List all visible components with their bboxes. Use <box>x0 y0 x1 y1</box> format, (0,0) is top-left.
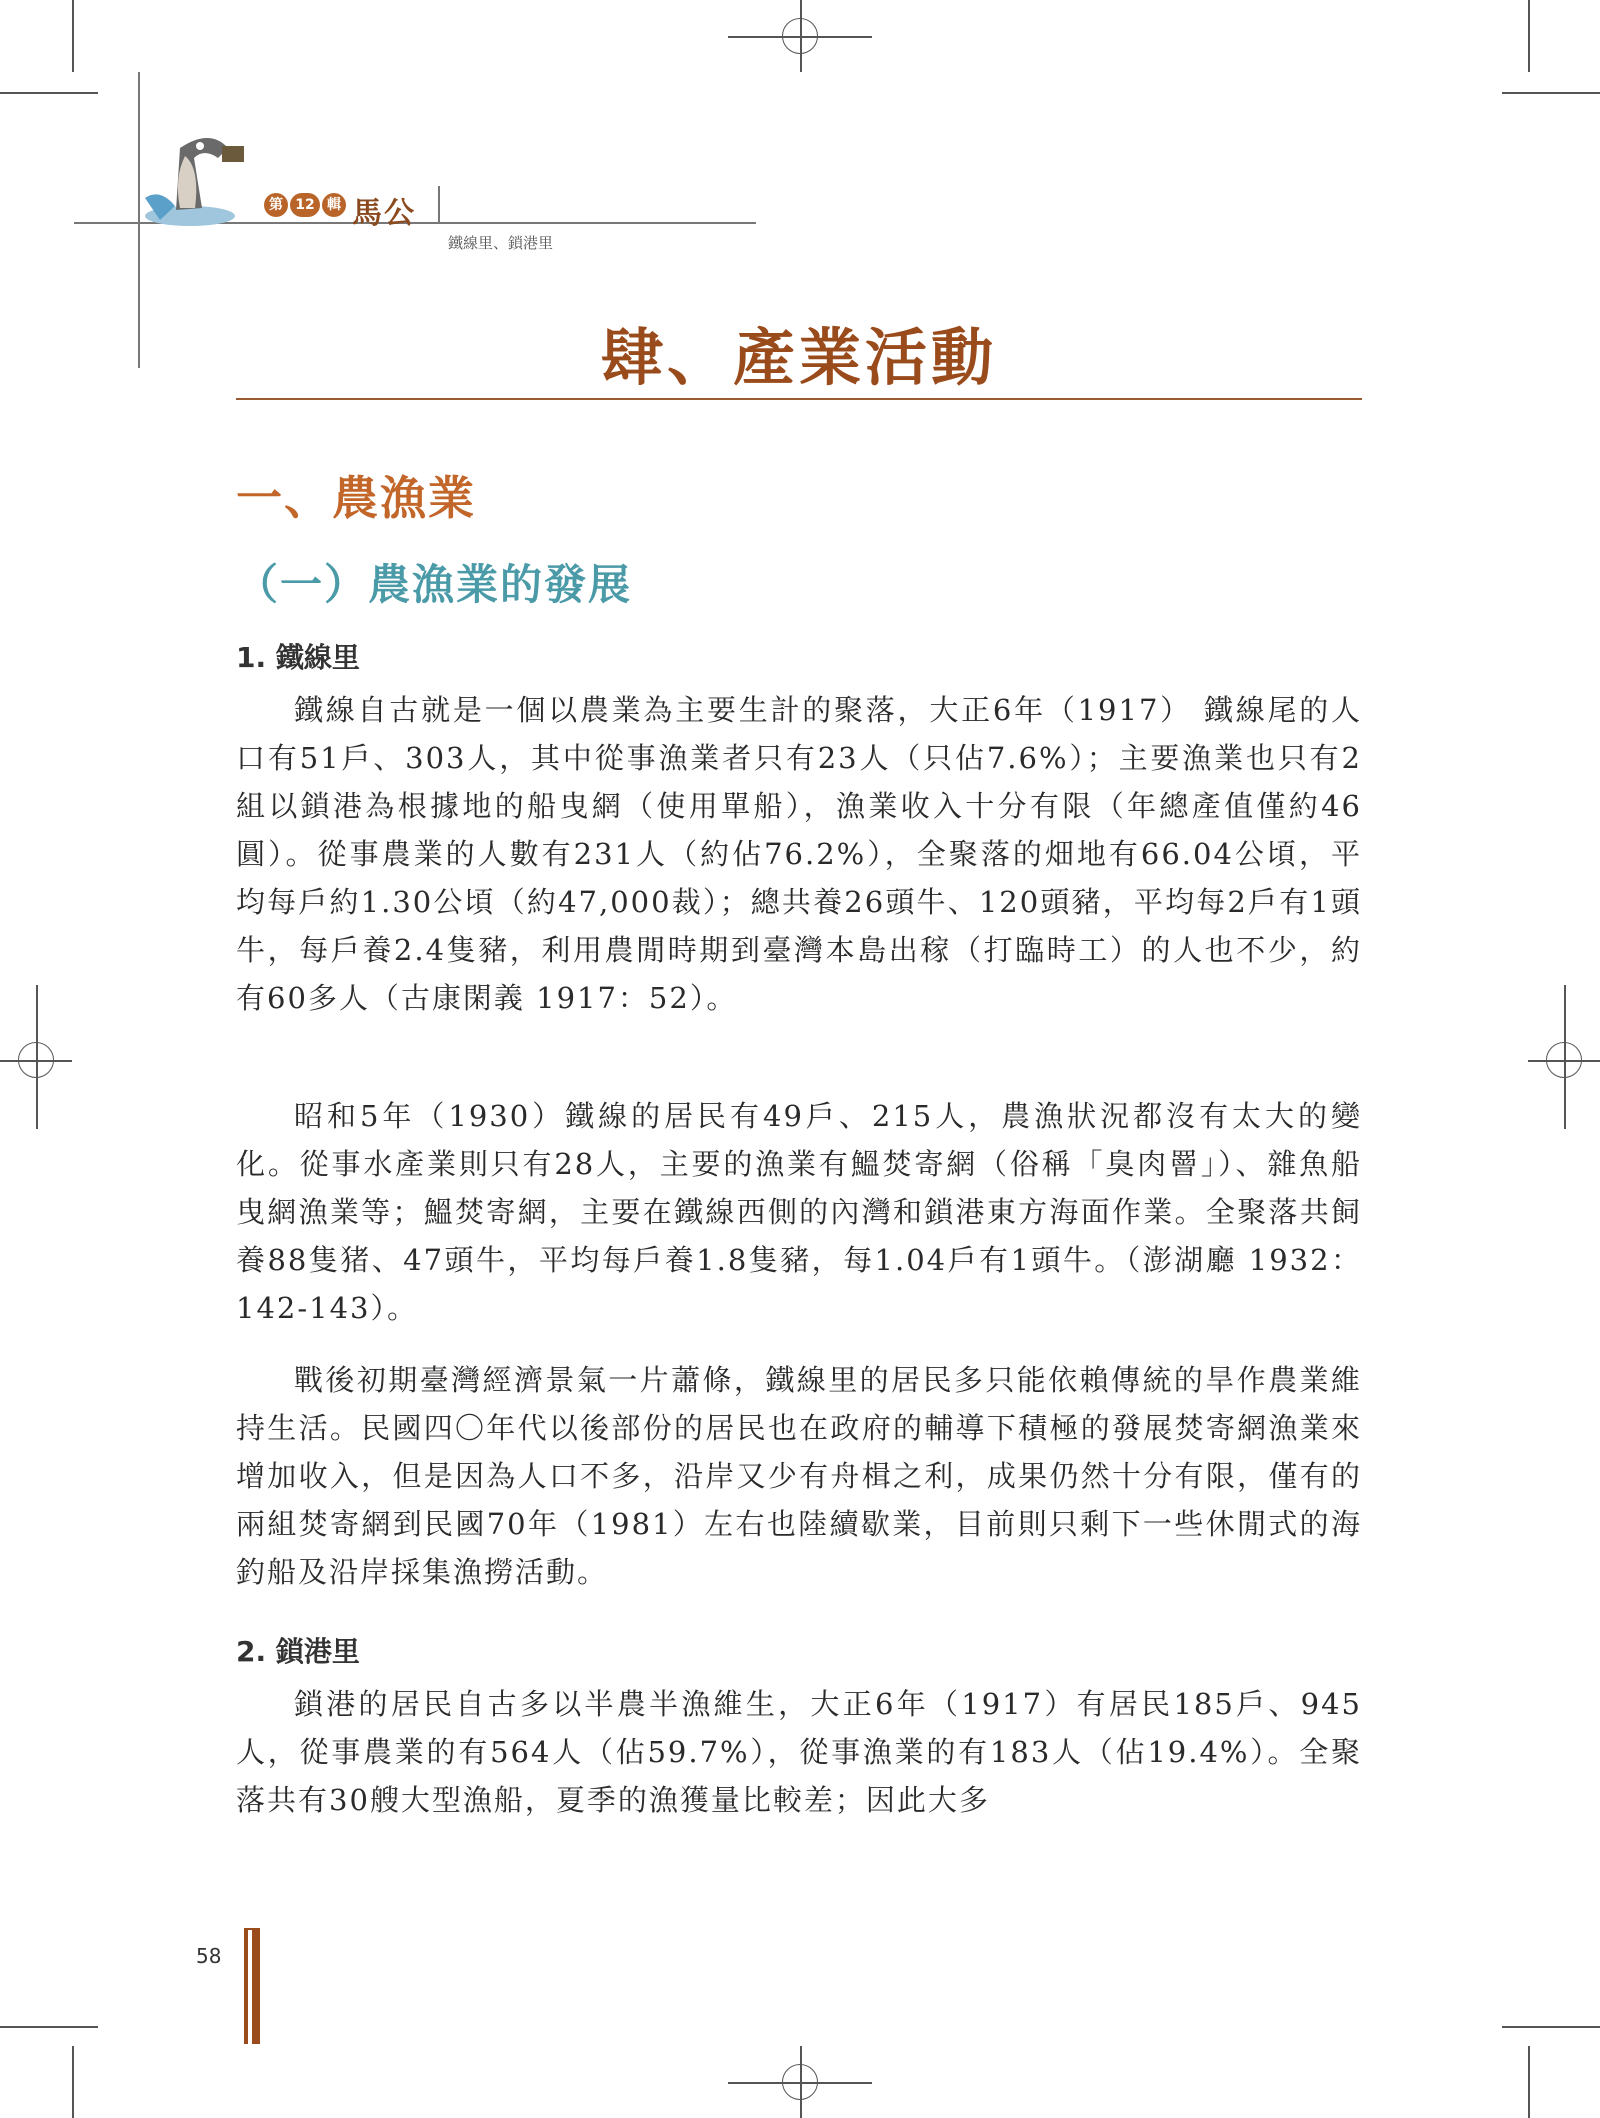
item-title: 1. 鐵線里 <box>236 641 360 674</box>
crop-mark <box>1528 2046 1530 2118</box>
paragraph: 鐵線自古就是一個以農業為主要生計的聚落，大正6年（1917） 鐵線尾的人口有51戶、303人，其中從事漁業者只有23人（只佔7.6%）；主要漁業也只有2組以鎖港為根據地的船曳網（使用單船），漁業收入十分有限（年總產值僅約46圓）。從事農業的人數有231人（約佔76.2%），全聚落的畑地有66.04公頃，平均每戶約1.30公頃（約47,000裁）；總共養26頭牛、120頭豬，平均每2戶有1頭牛，每戶養2.4隻豬，利用農閒時期到臺灣本島出稼（打臨時工）的人也不少，約有60多人（古康閑義 1917：52）。 <box>236 693 1362 1015</box>
crop-mark <box>72 2046 74 2118</box>
chapter-title: 肆、產業活動 <box>600 321 997 394</box>
header-divider <box>438 186 440 222</box>
item-title: 2. 鎖港里 <box>236 1635 360 1668</box>
crop-mark <box>0 2026 98 2028</box>
registration-mark-top-v <box>800 0 802 72</box>
crop-mark <box>1502 2026 1600 2028</box>
crop-mark <box>72 0 74 72</box>
crop-mark <box>1528 0 1530 72</box>
volume-badge <box>264 193 346 217</box>
volume-name: 馬公 <box>352 196 416 231</box>
registration-mark-left-v <box>36 985 38 1129</box>
section-heading: 一、農漁業 <box>236 471 476 525</box>
registration-mark-right-v <box>1564 985 1566 1129</box>
registration-mark-bottom-v <box>800 2046 802 2118</box>
header-subtitle: 鐵線里、鎖港里 <box>448 234 554 252</box>
section-subheading: （一）農漁業的發展 <box>236 560 633 609</box>
volume-badge-prefix: 第 <box>264 193 288 217</box>
mascot-logo-icon <box>140 128 255 228</box>
crop-mark <box>0 92 98 94</box>
paragraph: 昭和5年（1930）鐵線的居民有49戶、215人，農漁狀況都沒有太大的變化。從事水產業則只有28人，主要的漁業有鰮焚寄網（俗稱「臭肉罾」）、雜魚船曳網漁業等；鰮焚寄網，主要在鐵線西側的內灣和鎖港東方海面作業。全聚落共飼養88隻猪、47頭牛，平均每戶養1.8隻豬，每1.04戶有1頭牛。（澎湖廳 1932：142-143）。 <box>236 1099 1362 1325</box>
paragraph: 戰後初期臺灣經濟景氣一片蕭條，鐵線里的居民多只能依賴傳統的旱作農業維持生活。民國四〇年代以後部份的居民也在政府的輔導下積極的發展焚寄網漁業來增加收入，但是因為人口不多，沿岸又少有舟楫之利，成果仍然十分有限，僅有的兩組焚寄網到民國70年（1981）左右也陸續歇業，目前則只剩下一些休閒式的海釣船及沿岸採集漁撈活動。 <box>236 1363 1362 1589</box>
page-bar <box>244 1928 248 2044</box>
page-number: 58 <box>196 1944 222 1968</box>
volume-badge-number: 12 <box>290 193 320 217</box>
page-bar <box>252 1928 260 2044</box>
volume-badge-suffix: 輯 <box>322 193 346 217</box>
chapter-title-rule <box>236 398 1362 400</box>
crop-mark <box>1502 92 1600 94</box>
paragraph: 鎖港的居民自古多以半農半漁維生，大正6年（1917）有居民185戶、945人，從事農業的有564人（佔59.7%），從事漁業的有183人（佔19.4%）。全聚落共有30艘大型漁船，夏季的漁獲量比較差；因此大多 <box>236 1687 1362 1817</box>
